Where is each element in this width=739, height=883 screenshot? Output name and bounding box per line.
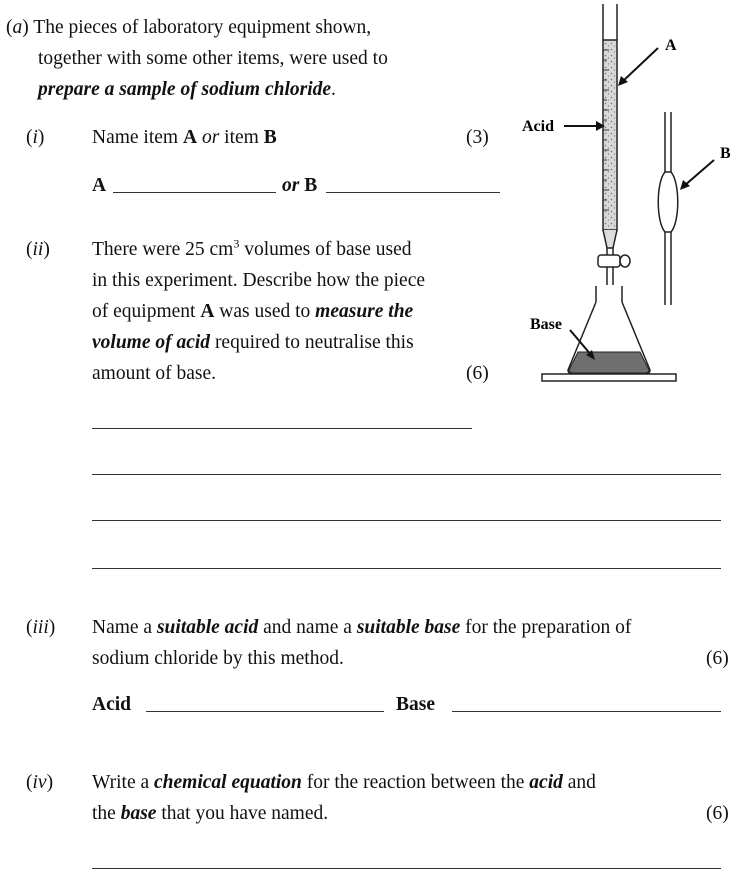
q-iii-marks: (6) [706, 648, 729, 669]
pipette [658, 112, 678, 305]
q-i-marks: (3) [466, 127, 489, 148]
q-iii-line1: Name a suitable acid and name a suitable base for the preparation of [92, 617, 632, 638]
q-ii-line5: amount of base. [92, 363, 217, 384]
q-iv-line2: the base that you have named. [92, 803, 329, 824]
q-i-numeral: (i) [26, 127, 45, 148]
bench [542, 374, 676, 381]
label-base: Base [530, 316, 562, 333]
q-ii-marks: (6) [466, 363, 489, 384]
q-i-text: Name item A or item B [92, 127, 277, 148]
conical-flask [568, 286, 650, 374]
q-iii-numeral: (iii) [26, 617, 56, 638]
part-a-intro-line3: prepare a sample of sodium chloride. [38, 79, 336, 100]
q-ii-answer-line-3[interactable] [92, 520, 721, 521]
q-iii-base-label: Base [396, 694, 435, 715]
q-iv-line1: Write a chemical equation for the reaction between the acid and [92, 772, 596, 793]
q-ii-line3: of equipment A was used to measure the [92, 301, 414, 322]
q-iii-acid-line[interactable] [146, 711, 384, 712]
q-ii-line1: There were 25 $cm^3$ volumes of base used [92, 236, 412, 260]
q-i-answer-a-label: A [92, 175, 107, 196]
label-b: B [720, 145, 731, 162]
burette [598, 4, 630, 285]
part-a-intro-line2: together with some other items, were used to [38, 48, 388, 69]
q-ii-line2: in this experiment. Describe how the piece [92, 270, 426, 291]
q-i-answer-b-line[interactable] [326, 192, 500, 193]
q-iv-answer-line[interactable] [92, 868, 721, 869]
part-a-intro-line1: (a) The pieces of laboratory equipment shown, [6, 17, 372, 38]
q-iii-line2: sodium chloride by this method. [92, 648, 344, 669]
titration-apparatus-diagram [508, 0, 739, 390]
q-iii-base-line[interactable] [452, 711, 721, 712]
q-iii-acid-label: Acid [92, 694, 131, 715]
label-acid: Acid [522, 118, 554, 135]
q-ii-answer-line-2[interactable] [92, 474, 721, 475]
q-iv-marks: (6) [706, 803, 729, 824]
q-ii-numeral: (ii) [26, 239, 50, 260]
q-ii-answer-line-4[interactable] [92, 568, 721, 569]
q-ii-answer-line-1[interactable] [92, 428, 472, 429]
part-a-label: a [12, 17, 23, 38]
q-ii-line4: volume of acid required to neutralise this [92, 332, 414, 353]
q-i-answer-or: or B [282, 175, 318, 196]
q-iv-numeral: (iv) [26, 772, 54, 793]
q-i-answer-a-line[interactable] [113, 192, 276, 193]
label-a: A [665, 37, 677, 54]
